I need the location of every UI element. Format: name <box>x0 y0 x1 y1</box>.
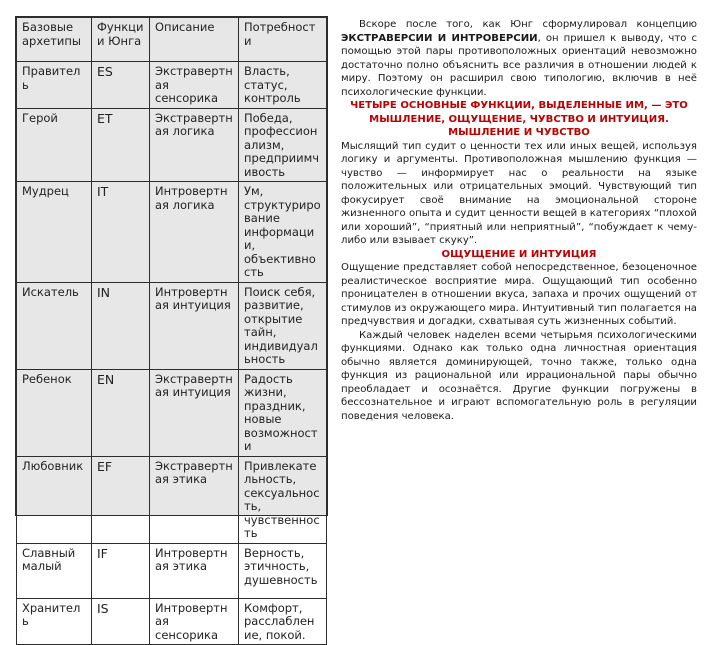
cell-description: Интровертная интуиция <box>150 282 239 369</box>
table-row <box>17 182 327 283</box>
table-row <box>17 543 327 598</box>
header-needs: Потребности <box>239 18 327 62</box>
intro-paragraph <box>341 18 697 99</box>
cell-archetype: Хранитель <box>17 598 92 645</box>
table-row <box>17 456 327 543</box>
heading-sensing-intuition: ОЩУЩЕНИЕ И ИНТУИЦИЯ <box>441 248 597 260</box>
header-functions: Функции Юнга <box>92 18 150 62</box>
cell-description: Экстравертная логика <box>150 108 239 182</box>
archetypes-table-container <box>15 16 328 642</box>
cell-archetype: Герой <box>17 108 92 182</box>
cell-archetype: Любовник <box>17 456 92 543</box>
cell-needs: Победа, профессионализм, предприимчивость <box>239 108 327 182</box>
main-heading: ЧЕТЫРЕ ОСНОВНЫЕ ФУНКЦИИ, ВЫДЕЛЕННЫЕ ИМ, — ЭТО МЫШЛЕНИЕ, ОЩУЩЕНИЕ, ЧУВСТВО И ИНТУИЦИЯ. <box>350 100 688 125</box>
cell-archetype: Ребенок <box>17 369 92 456</box>
archetypes-table <box>16 17 327 645</box>
paragraph-sensing-intuition: Ощущение представляет собой непосредственное, безоценочное реалистическое восприятие мира. Ощущающий тип особенно проницателен в отношении вкуса, запаха и прочих ощущений от стимулов из окружающего мира. Интуитивный тип полагается на предчувствия и догадки, схватывая суть жизненных событий. <box>341 262 697 327</box>
cell-code: ET <box>92 108 150 182</box>
intro-highlight: ЭКСТРАВЕРСИИ И ИНТРОВЕРСИИ <box>341 32 538 44</box>
table-header-row <box>17 18 327 62</box>
cell-code: EF <box>92 456 150 543</box>
paragraph-thinking-feeling: Мыслящий тип судит о ценности тех или иных вещей, используя логику и аргументы. Противоположная мышлению функция — чувство — информирует нас о реальности на языке положительных или отрицательных эмоций. Чувствующий тип фокусирует своё внимание на эмоциональной стороне жизненного опыта и судит ценности вещей в категориях “плохой или хороший”, “приятный или неприятный”, “побуждает к чему-либо или взывает скуку”. <box>341 140 697 246</box>
cell-needs: Власть, статус, контроль <box>239 62 327 109</box>
cell-description: Интровертная этика <box>150 543 239 598</box>
cell-description: Интровертная сенсорика <box>150 598 239 645</box>
cell-code: EN <box>92 369 150 456</box>
cell-needs: Радость жизни, праздник, новые возможности <box>239 369 327 456</box>
cell-needs: Поиск себя, развитие, открытие тайн, индивидуальность <box>239 282 327 369</box>
cell-archetype: Искатель <box>17 282 92 369</box>
cell-code: IT <box>92 182 150 283</box>
cell-description: Экстравертная сенсорика <box>150 62 239 109</box>
cell-description: Экстравертная этика <box>150 456 239 543</box>
table-row <box>17 282 327 369</box>
article-text <box>341 18 697 423</box>
cell-description: Интровертная логика <box>150 182 239 283</box>
cell-code: IF <box>92 543 150 598</box>
intro-text-start: Вскоре после того, как Юнг сформулировал концепцию <box>359 19 697 30</box>
cell-archetype: Правитель <box>17 62 92 109</box>
paragraph-final: Каждый человек наделен всеми четырьмя психологическими функциями. Однако как только одна личностная ориентация обычно является доминирующей, точно также, только одна функция из рациональной или иррациональной пары обычно преобладает и осознаётся. Другие функции погружены в бессознательное и играют вспомогательную роль в регуляции поведения человека. <box>341 329 697 422</box>
table-row <box>17 598 327 645</box>
cell-archetype: Славный малый <box>17 543 92 598</box>
cell-code: IN <box>92 282 150 369</box>
cell-needs: Привлекательность, сексуальность, чувственность <box>239 456 327 543</box>
table-row <box>17 108 327 182</box>
cell-description: Экстравертная интуиция <box>150 369 239 456</box>
cell-needs: Комфорт, расслабление, покой. <box>239 598 327 645</box>
header-archetypes: Базовые архетипы <box>17 18 92 62</box>
header-description: Описание <box>150 18 239 62</box>
cell-code: ES <box>92 62 150 109</box>
cell-code: IS <box>92 598 150 645</box>
table-row <box>17 62 327 109</box>
table-row <box>17 369 327 456</box>
cell-archetype: Мудрец <box>17 182 92 283</box>
heading-thinking-feeling: МЫШЛЕНИЕ И ЧУВСТВО <box>448 127 590 138</box>
intro-text-end: , он пришел к выводу, что с помощью этой пары противоположных ориентаций невозможно достаточно полно объяснить все различия в отношении людей к миру. Поэтому он расширил свою типологию, включив в неё психологические функции. <box>341 32 697 98</box>
cell-needs: Ум, структурирование информации, объективность <box>239 182 327 283</box>
cell-needs: Верность, этичность, душевность <box>239 543 327 598</box>
